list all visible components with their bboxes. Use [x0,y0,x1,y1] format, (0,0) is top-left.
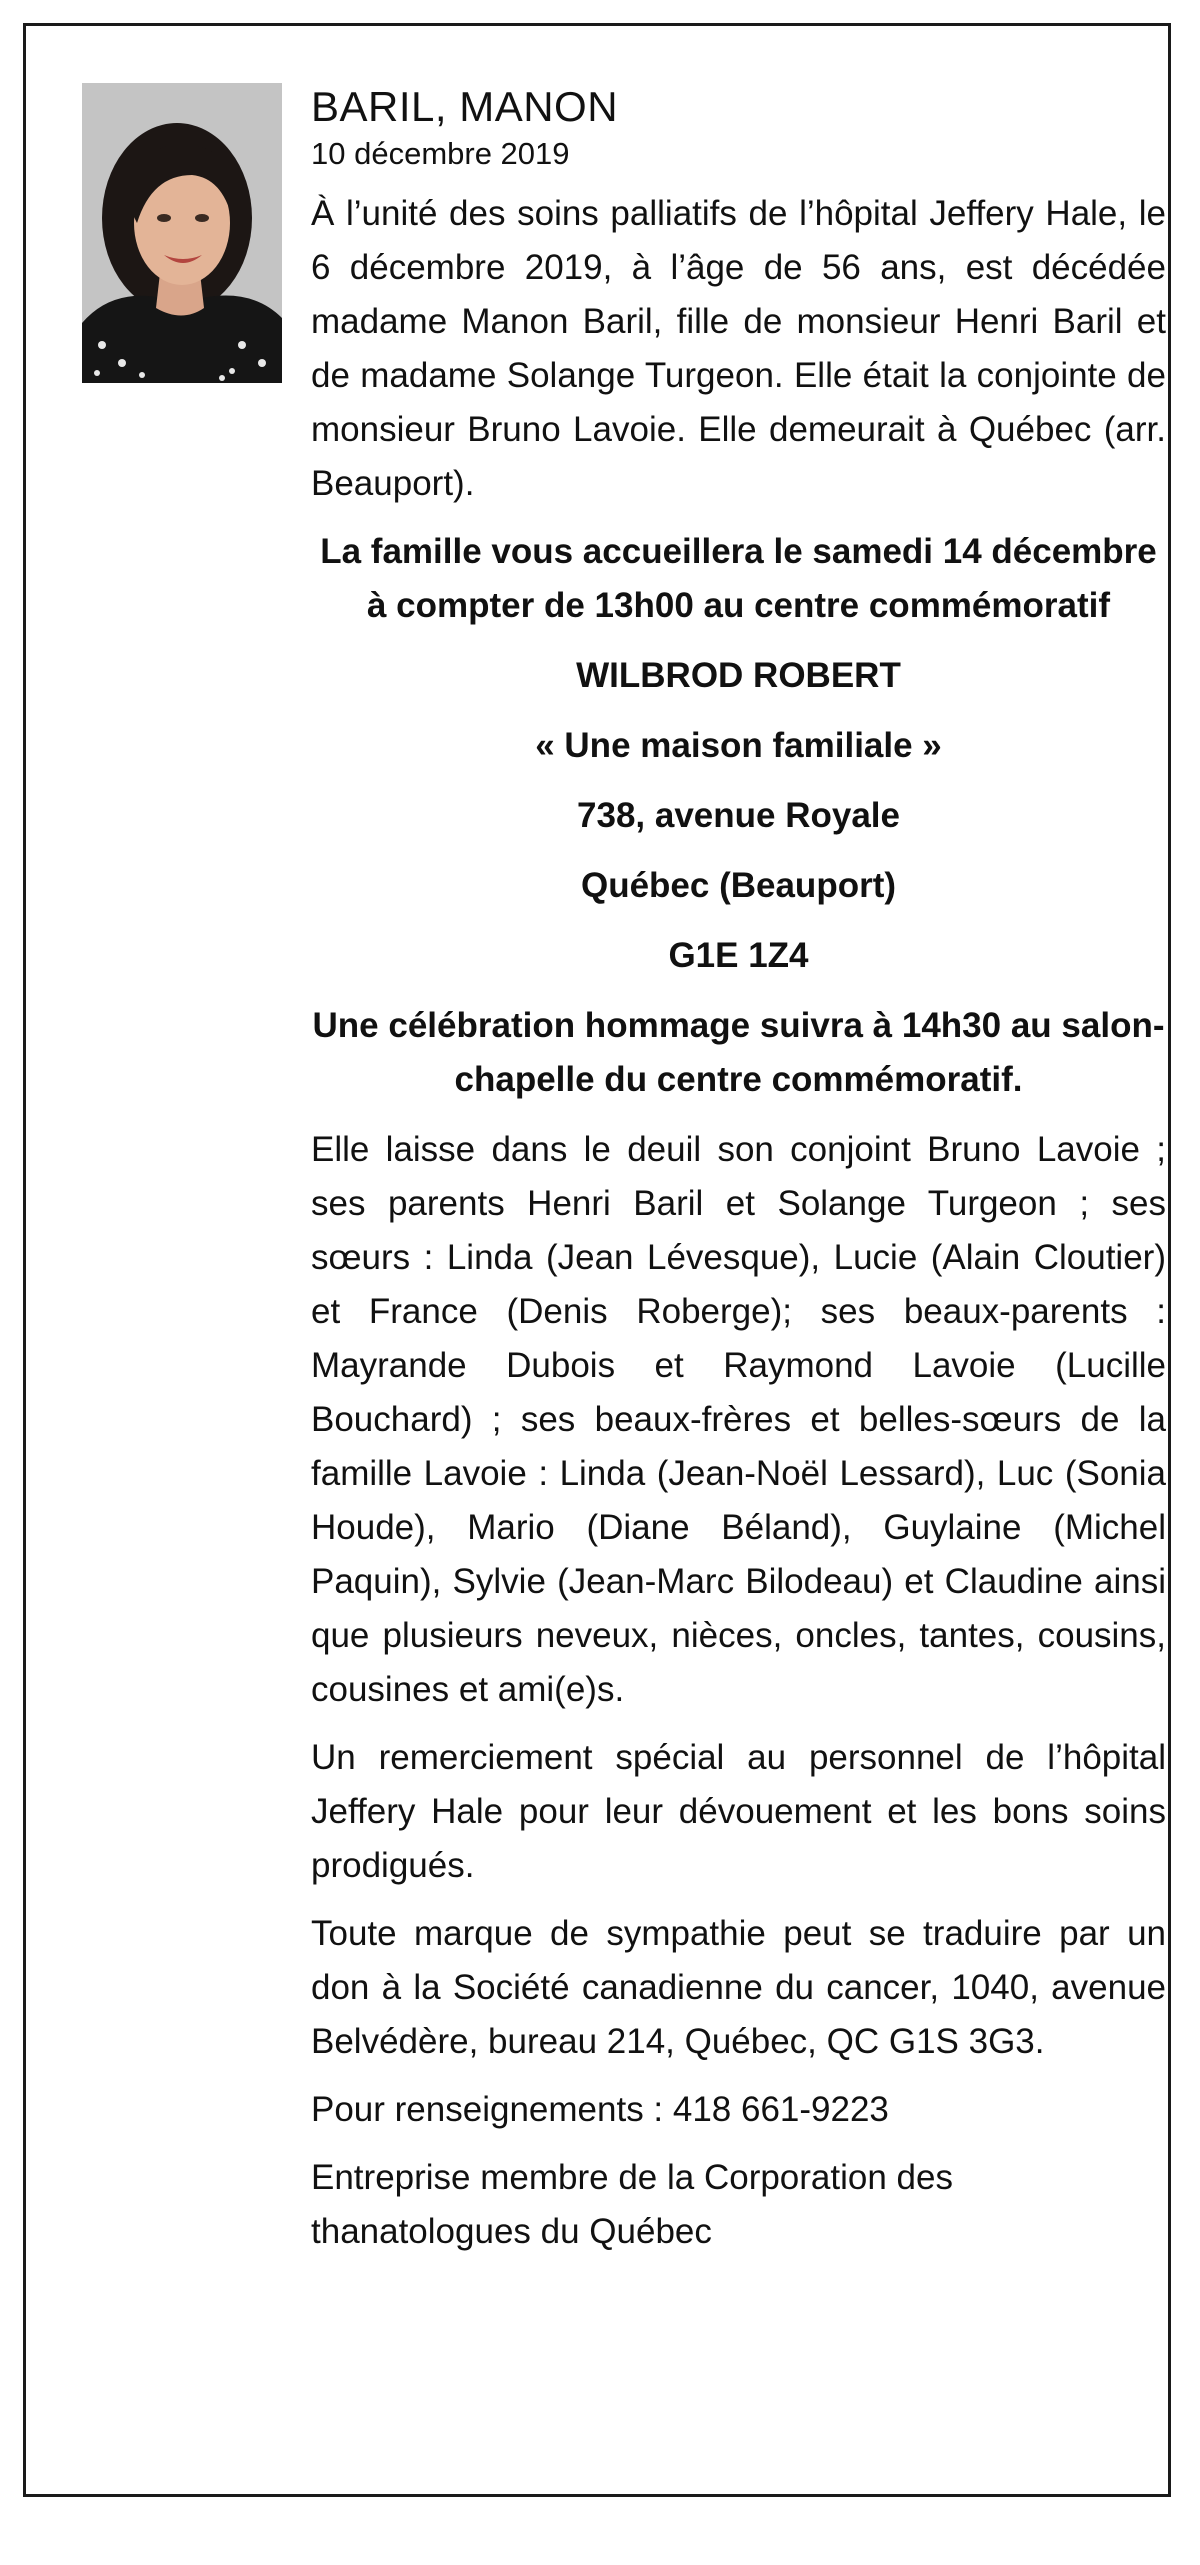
intro-paragraph: À l’unité des soins palliatifs de l’hôpital Jeffery Hale, le 6 décembre 2019, à l’âge de 56 ans, est décédée madame Manon Baril, fille de monsieur Henri Baril et de madame Solange Turgeon. Elle était la conjointe de monsieur Bruno Lavoie. Elle demeurait à Québec (arr. Beauport). [311,194,1166,503]
donation-paragraph: Toute marque de sympathie peut se traduire par un don à la Société canadienne du cancer, 1040, avenue Belvédère, bureau 214, Québec, QC G1S 3G3. [311,1914,1166,2061]
funeral-home-city: Québec (Beauport) [580,866,897,905]
funeral-home-slogan: « Une maison familiale » [535,726,942,765]
funeral-home-name: WILBROD ROBERT [576,656,901,695]
obituary-frame [23,23,1171,2497]
info-line: Pour renseignements : 418 661-9223 [311,2090,889,2129]
publication-date: 10 décembre 2019 [311,136,570,171]
notice-content [311,81,1166,2273]
membership-line: Entreprise membre de la Corporation des thanatologues du Québec [311,2158,953,2251]
funeral-home-postal-code: G1E 1Z4 [668,936,809,975]
visitation-paragraph: La famille vous accueillera le samedi 14 décembre à compter de 13h00 au centre commémoratif [320,532,1157,625]
deceased-name: BARIL, MANON [311,83,619,130]
thanks-paragraph: Un remerciement spécial au personnel de l’hôpital Jeffery Hale pour leur dévouement et les bons soins prodigués. [311,1738,1166,1885]
survivors-paragraph: Elle laisse dans le deuil son conjoint Bruno Lavoie ; ses parents Henri Baril et Solange Turgeon ; ses sœurs : Linda (Jean Lévesque), Lucie (Alain Cloutier) et France (Denis Roberge); ses beaux-parents : Mayrande Dubois et Raymond Lavoie (Lucille Bouchard) ; ses beaux-frères et belles-sœurs de la famille Lavoie : Linda (Jean-Noël Lessard), Luc (Sonia Houde), Mario (Diane Béland), Guylaine (Michel Paquin), Sylvie (Jean-Marc Bilodeau) et Claudine ainsi que plusieurs neveux, nièces, oncles, tantes, cousins, cousines et ami(e)s. [311,1130,1166,1709]
ceremony-paragraph: Une célébration hommage suivra à 14h30 au salon-chapelle du centre commémoratif. [312,1006,1165,1099]
funeral-home-street: 738, avenue Royale [577,796,900,835]
portrait-photo [82,83,282,383]
